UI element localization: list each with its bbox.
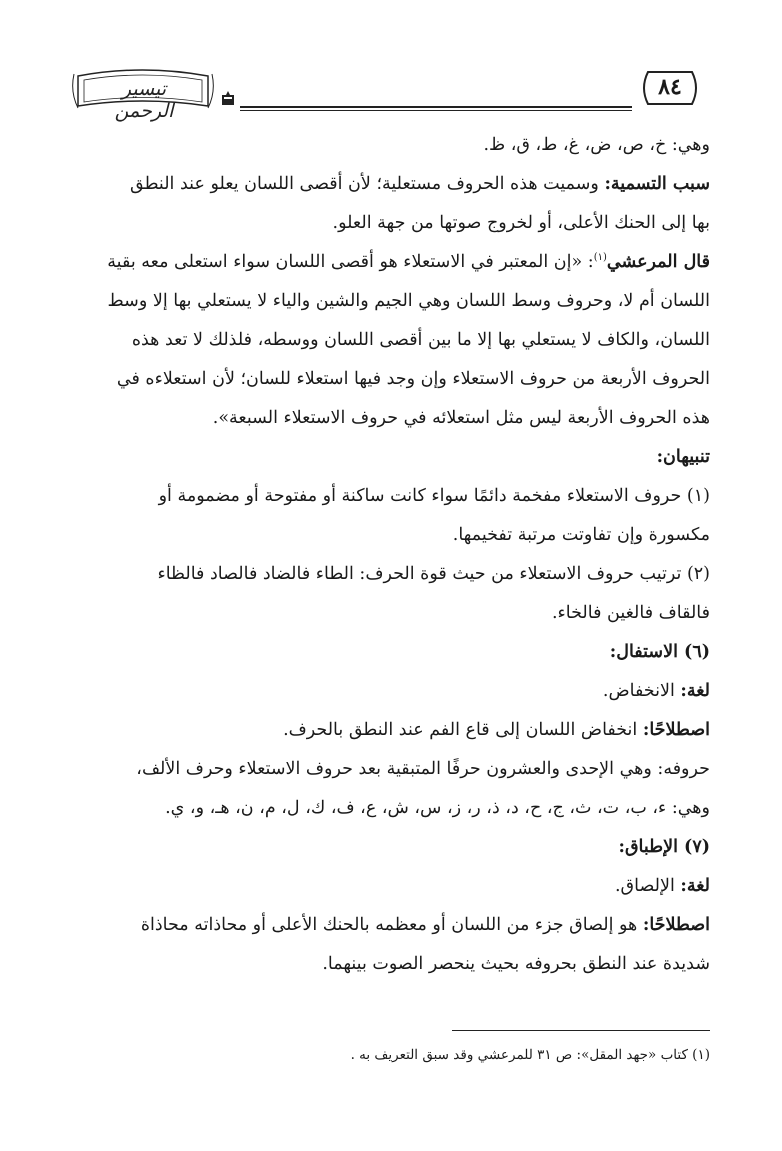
bold-term: قال المرعشي: [606, 252, 710, 272]
bold-term: تنبيهان:: [656, 447, 710, 467]
text-line: [74, 438, 710, 477]
text-run: وسميت هذه الحروف مستعلية؛ لأن أقصى اللسان يعلو عند النطق: [129, 174, 605, 194]
text-run: انخفاض اللسان إلى قاع الفم عند النطق بالحرف.: [283, 720, 643, 740]
header-rule: [240, 106, 632, 111]
text-line: [74, 867, 710, 906]
text-line: [74, 828, 710, 867]
text-run: بها إلى الحنك الأعلى، أو لخروج صوتها من جهة العلو.: [332, 213, 710, 233]
book-title: تيسير الرحمن: [114, 78, 174, 122]
text-line: [74, 945, 710, 984]
text-line: [74, 165, 710, 204]
text-line: [74, 243, 710, 282]
text-run: الحروف الأربعة من حروف الاستعلاء وإن وجد فيها استعلاء للسان؛ لأن استعلاءه في: [116, 369, 710, 389]
footnote: (١) كتاب «جهد المقل»: ص ٣١ للمرعشي وقد سبق التعريف به .: [350, 1047, 710, 1063]
text-run: شديدة عند النطق بحروفه بحيث ينحصر الصوت بينهما.: [322, 954, 710, 974]
bold-term: (٧) الإطباق:: [618, 837, 710, 857]
text-line: [74, 906, 710, 945]
text-line: [74, 516, 710, 555]
text-run: فالقاف فالغين فالخاء.: [551, 603, 710, 623]
bold-term: اصطلاحًا:: [642, 720, 710, 740]
text-line: [74, 321, 710, 360]
text-line: [74, 711, 710, 750]
bold-term: (٦) الاستفال:: [609, 642, 710, 662]
text-run: حروفه: وهي الإحدى والعشرون حرفًا المتبقية بعد حروف الاستعلاء وحرف الألف،: [136, 759, 710, 779]
text-line: [74, 126, 710, 165]
text-run: الانخفاض.: [602, 681, 681, 701]
text-line: [74, 672, 710, 711]
footnote-rule: [452, 1030, 710, 1031]
text-run: مكسورة وإن تفاوتت مرتبة تفخيمها.: [452, 525, 710, 545]
text-run: (٢) ترتيب حروف الاستعلاء من حيث قوة الحرف: الطاء فالضاد فالصاد فالظاء: [157, 564, 710, 584]
bold-term: لغة:: [680, 876, 710, 896]
text-line: [74, 282, 710, 321]
text-line: [74, 633, 710, 672]
text-line: [74, 399, 710, 438]
text-line: [74, 750, 710, 789]
text-line: [74, 360, 710, 399]
text-run: اللسان أم لا، وحروف وسط اللسان وهي الجيم والشين والياء لا يستعلي بها إلا وسط: [107, 291, 710, 311]
text-line: [74, 477, 710, 516]
body-text: [74, 126, 710, 984]
book-title-frame: [72, 66, 214, 122]
text-run: وهي: خ، ص، ض، غ، ط، ق، ظ.: [483, 135, 710, 155]
text-line: [74, 204, 710, 243]
text-run: الإلصاق.: [614, 876, 681, 896]
bold-term: لغة:: [680, 681, 710, 701]
page-number: ٨٤: [658, 74, 682, 100]
text-run: : «إن المعتبر في الاستعلاء هو أقصى اللسان سواء استعلى معه بقية: [107, 252, 594, 272]
text-line: [74, 789, 710, 828]
text-line: [74, 555, 710, 594]
text-run: هو إلصاق جزء من اللسان أو معظمه بالحنك الأعلى أو محاذاته محاذاة: [140, 915, 643, 935]
bold-term: سبب التسمية:: [604, 174, 710, 194]
bold-term: اصطلاحًا:: [642, 915, 710, 935]
page-number-frame: [638, 68, 702, 108]
text-line: [74, 594, 710, 633]
page-header: [72, 62, 712, 122]
text-run: وهي: ء، ب، ت، ث، ج، ح، د، ذ، ر، ز، س، ش، ع، ف، ك، ل، م، ن، هـ، و، ي.: [165, 798, 710, 818]
text-run: اللسان، والكاف لا يستعلي بها إلا ما بين أقصى اللسان ووسطه، فلذلك لا تعد هذه: [131, 330, 710, 350]
footnote-ref: (١): [593, 252, 607, 264]
text-run: هذه الحروف الأربعة ليس مثل استعلائه في حروف الاستعلاء السبعة».: [212, 408, 710, 428]
text-run: (١) حروف الاستعلاء مفخمة دائمًا سواء كانت ساكنة أو مفتوحة أو مضمومة أو: [158, 486, 710, 506]
book-icon: [220, 90, 236, 106]
